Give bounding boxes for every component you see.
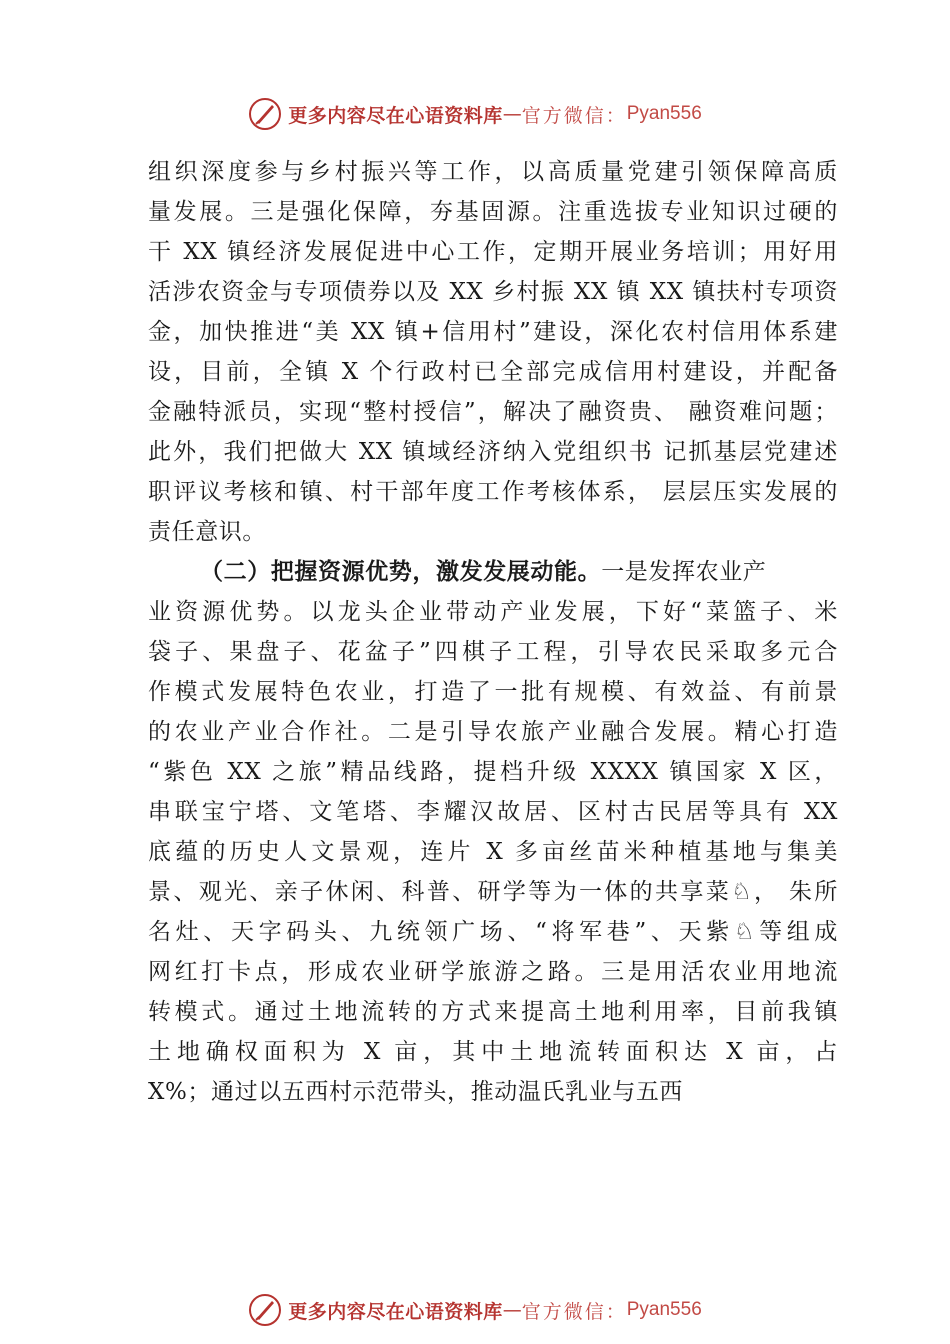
- banner-wechat-label: 官方微信：: [521, 104, 627, 127]
- text-line: 的农业产业合作社。二是引导农旅产业融合发展。精心打造: [148, 719, 838, 745]
- text-line: “紫色 XX 之旅”精品线路，提档升级 XXXX 镇国家 X 区，: [148, 759, 838, 785]
- text-line: 网红打卡点，形成农业研学旅游之路。三是用活农业用地流: [148, 959, 838, 985]
- text-line: 责任意识。: [148, 519, 266, 545]
- text-line: 作模式发展特色农业，打造了一批有规模、有效益、有前景: [148, 679, 838, 705]
- text-line: 土地确权面积为 X 亩，其中土地流转面积达 X 亩，占: [148, 1039, 838, 1065]
- text-line: 袋子、果盘子、花盆子”四棋子工程，引导农民采取多元合: [148, 639, 838, 665]
- quill-logo-icon: [248, 1293, 282, 1327]
- text-line: 名灶、天字码头、九统领广场、“将军巷”、天紫♘等组成: [148, 919, 838, 945]
- text-line: 干 XX 镇经济发展促进中心工作，定期开展业务培训；用好用: [148, 239, 838, 265]
- text-line: 量发展。三是强化保障，夯基固源。注重选拔专业知识过硬的: [148, 199, 838, 225]
- footer-watermark-banner: [0, 1290, 950, 1330]
- text-line: 组织深度参与乡村振兴等工作，以高质量党建引领保障高质: [148, 159, 838, 185]
- text-line: 活涉农资金与专项债券以及 XX 乡村振 XX 镇 XX 镇扶村专项资: [148, 279, 838, 305]
- banner-wechat-handle: Pyan556: [626, 103, 702, 124]
- banner-wechat-handle: Pyan556: [626, 1299, 702, 1320]
- text-line: 业资源优势。以龙头企业带动产业发展，下好“菜篮子、米: [148, 599, 838, 625]
- text-line: 转模式。通过土地流转的方式来提高土地利用率，目前我镇: [148, 999, 838, 1025]
- text-line: 此外，我们把做大 XX 镇域经济纳入党组织书 记抓基层党建述: [148, 439, 838, 465]
- banner-wechat-label: 官方微信：: [521, 1300, 627, 1323]
- text-line: 职评议考核和镇、村干部年度工作考核体系， 层层压实发展的: [148, 479, 838, 505]
- text-line: 设，目前，全镇 X 个行政村已全部完成信用村建设，并配备: [148, 359, 838, 385]
- text-line: 金，加快推进“美 XX 镇+信用村”建设，深化农村信用体系建: [148, 319, 838, 345]
- heading-line-rest: 一是发挥农业产: [601, 559, 767, 585]
- banner-title: 更多内容尽在心语资料库: [288, 104, 503, 127]
- section-heading: （二）把握资源优势，激发发展动能。: [200, 558, 602, 585]
- text-line: 底蕴的历史人文景观，连片 X 多亩丝苗米种植基地与集美: [148, 839, 838, 865]
- text-line: X%；通过以五西村示范带头，推动温氏乳业与五西: [148, 1079, 684, 1105]
- text-line: 金融特派员，实现“整村授信”，解决了融资贵、 融资难问题；: [148, 399, 838, 425]
- section-heading-line: [200, 557, 800, 587]
- text-line: 景、观光、亲子休闲、科普、研学等为一体的共享菜♘， 朱所: [148, 879, 838, 905]
- text-line: 串联宝宁塔、文笔塔、李耀汉故居、区村古民居等具有 XX: [148, 799, 838, 825]
- banner-title: 更多内容尽在心语资料库: [288, 1300, 503, 1323]
- banner-dash: —: [502, 1299, 522, 1321]
- banner-dash: —: [502, 103, 522, 125]
